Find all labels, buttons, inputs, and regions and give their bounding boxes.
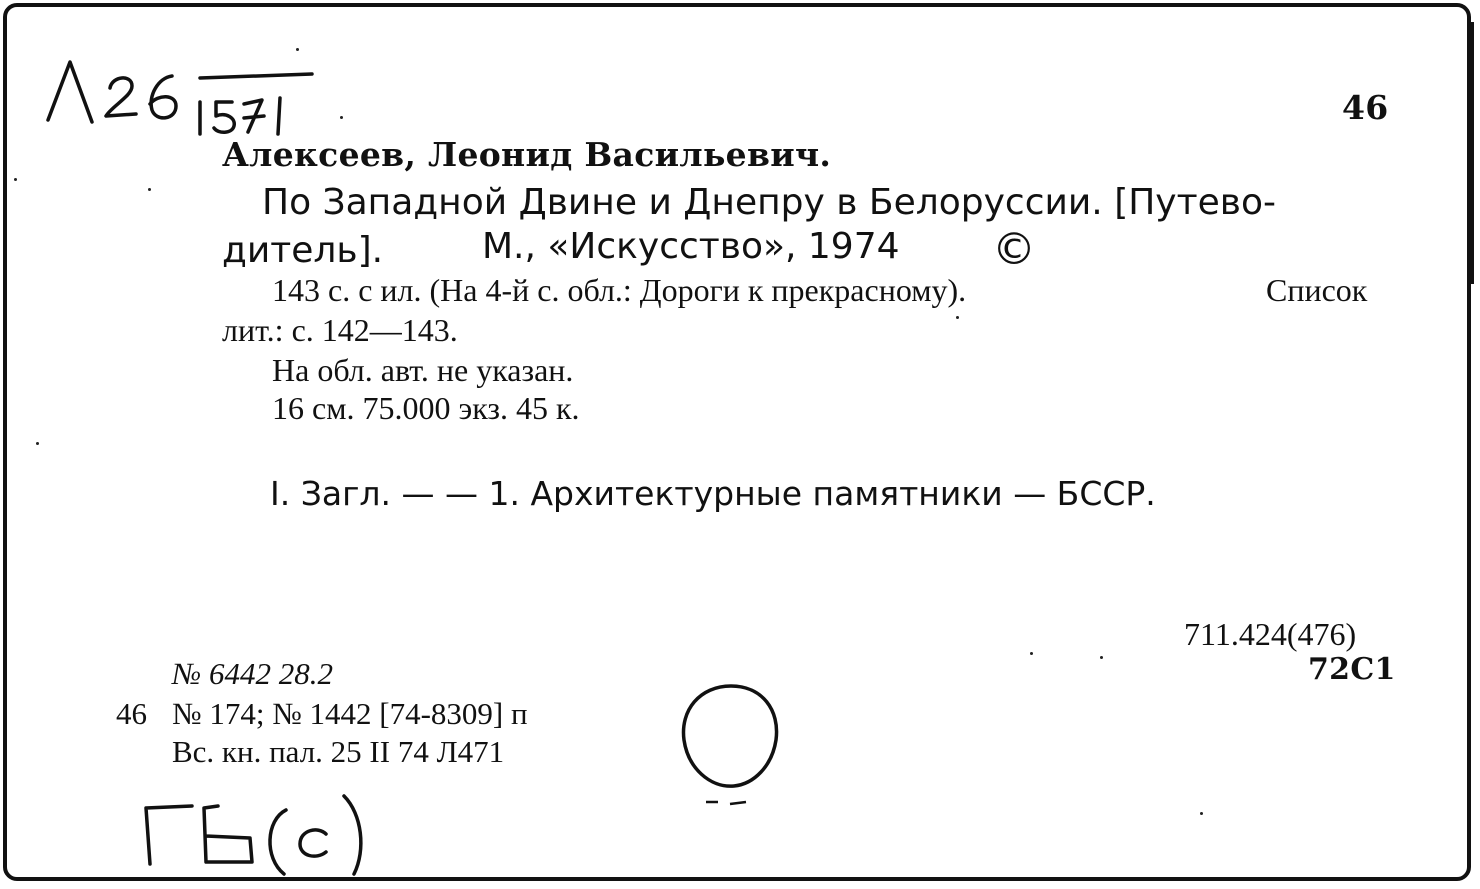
handwritten-bottom-mark	[140, 790, 390, 880]
tracing-line: I. Загл. — — 1. Архитектурные памятники — БССР.	[270, 474, 1156, 513]
speck	[148, 188, 151, 191]
speck	[956, 316, 959, 319]
speck	[1200, 812, 1203, 815]
title-line-2b: М., «Искусство», 1974	[482, 226, 900, 267]
speck	[1030, 652, 1033, 655]
handwritten-shelfmark	[40, 40, 340, 140]
author-heading: Алексеев, Леонид Васильевич.	[222, 135, 832, 174]
note-line-2: 16 см. 75.000 экз. 45 к.	[272, 390, 580, 426]
extent-line-1b: Список	[1266, 272, 1368, 308]
extent-line-2: лит.: с. 142—143.	[222, 312, 458, 348]
speck	[36, 442, 39, 445]
speck	[340, 116, 343, 119]
speck	[296, 48, 299, 51]
card-number: 46	[1342, 88, 1389, 127]
title-line-2a: дитель].	[222, 230, 384, 271]
speck	[1100, 656, 1103, 659]
note-line-1: На обл. авт. не указан.	[272, 352, 574, 388]
imprint-line-1: № 6442 28.2	[172, 656, 333, 691]
shelfmark-text: Л26	[40, 40, 42, 41]
copyright-icon: ©	[992, 224, 1036, 275]
imprint-line-2-prefix: 46	[116, 696, 147, 731]
imprint-line-2: № 174; № 1442 [74-8309] п	[172, 696, 528, 731]
bbk-code: 72С1	[1308, 652, 1396, 687]
punch-hole-icon	[676, 680, 786, 810]
extent-line-1a: 143 с. с ил. (На 4-й с. обл.: Дороги к прекрасному).	[272, 272, 967, 308]
udc-code: 711.424(476)	[1184, 616, 1357, 652]
imprint-line-3: Вс. кн. пал. 25 II 74 Л471	[172, 734, 505, 769]
title-line-1: По Западной Двине и Днепру в Белоруссии. [Путево-	[262, 182, 1276, 223]
speck	[14, 178, 17, 181]
card-edge-shadow	[1469, 22, 1474, 284]
